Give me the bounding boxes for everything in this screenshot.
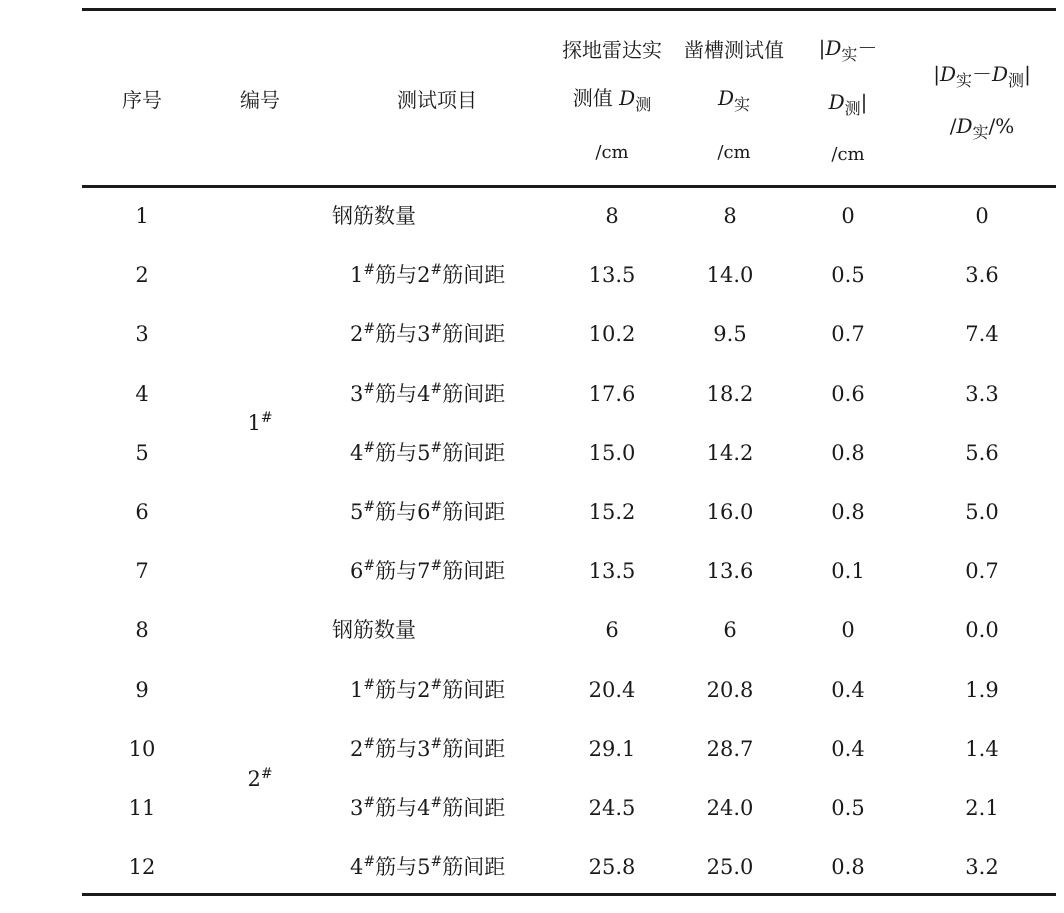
header-gpr-unit: /cm xyxy=(595,142,629,163)
header-pct-line1: $|D_实-D_测|$ xyxy=(933,62,1031,90)
cell-seq: 4 xyxy=(135,381,149,406)
cell-test-item: 6#筋与7#筋间距 xyxy=(350,558,506,584)
cell-pct: 0 xyxy=(975,204,989,228)
cell-gpr: 17.6 xyxy=(588,381,636,406)
cell-gpr: 13.5 xyxy=(588,263,636,288)
cell-seq: 11 xyxy=(128,796,156,820)
cell-pct: 3.2 xyxy=(965,855,999,880)
cell-seq: 10 xyxy=(128,736,156,761)
cell-seq: 2 xyxy=(135,263,149,288)
cell-seq: 8 xyxy=(135,618,149,643)
cell-diff: 0.8 xyxy=(831,440,865,465)
cell-test-item: 2#筋与3#筋间距 xyxy=(350,321,506,347)
cell-test-item: 2#筋与3#筋间距 xyxy=(350,735,506,761)
cell-test-item: 1#筋与2#筋间距 xyxy=(350,676,506,702)
cell-diff: 0.5 xyxy=(831,796,865,820)
cell-seq: 9 xyxy=(135,677,149,702)
cell-seq: 1 xyxy=(135,204,149,228)
cell-gpr: 13.5 xyxy=(588,559,636,584)
cell-slot: 16.0 xyxy=(706,500,754,524)
cell-diff: 0.5 xyxy=(831,263,865,288)
header-slot-unit: /cm xyxy=(717,142,751,163)
cell-test-item: 4#筋与5#筋间距 xyxy=(350,439,506,465)
cell-seq: 5 xyxy=(135,440,149,465)
cell-slot: 18.2 xyxy=(706,381,754,406)
cell-pct: 7.4 xyxy=(965,322,999,347)
header-test-item: 测试项目 xyxy=(397,88,477,112)
cell-gpr: 6 xyxy=(605,618,619,643)
cell-slot: 13.6 xyxy=(706,559,754,584)
cell-gpr: 24.5 xyxy=(588,796,636,820)
header-gpr-line2: 测值 $D_测$ xyxy=(572,86,652,114)
cell-gpr: 20.4 xyxy=(588,677,636,702)
cell-pct: 3.3 xyxy=(965,381,999,406)
cell-pct: 3.6 xyxy=(965,263,999,288)
cell-diff: 0.4 xyxy=(831,677,865,702)
cell-gpr: 10.2 xyxy=(588,322,636,347)
header-gpr-line1: 探地雷达实 xyxy=(562,38,662,62)
header-diff-line1: $|D_实-$ xyxy=(818,36,878,64)
cell-diff: 0.8 xyxy=(831,500,865,524)
table-bottom-rule xyxy=(82,893,1056,896)
cell-seq: 6 xyxy=(135,500,149,524)
cell-diff: 0.6 xyxy=(831,381,865,406)
cell-test-item: 5#筋与6#筋间距 xyxy=(350,499,506,524)
cell-slot: 24.0 xyxy=(706,796,754,820)
cell-pct: 5.0 xyxy=(965,500,999,524)
table-top-rule xyxy=(82,8,1056,11)
cell-gpr: 15.0 xyxy=(588,440,636,465)
cell-pct: 0.7 xyxy=(965,559,999,584)
table-header-rule xyxy=(82,185,1056,188)
cell-slot: 14.0 xyxy=(706,263,754,288)
cell-test-item: 4#筋与5#筋间距 xyxy=(350,854,506,880)
header-seq: 序号 xyxy=(122,88,162,112)
cell-test-item: 钢筋数量 xyxy=(332,204,416,228)
group-label-1: 1# xyxy=(247,410,273,435)
cell-slot: 6 xyxy=(723,618,737,643)
cell-diff: 0.7 xyxy=(831,322,865,347)
cell-slot: 9.5 xyxy=(713,322,747,347)
cell-gpr: 8 xyxy=(605,204,619,228)
cell-slot: 20.8 xyxy=(706,677,754,702)
cell-seq: 3 xyxy=(135,322,149,347)
cell-seq: 12 xyxy=(128,855,156,880)
cell-gpr: 25.8 xyxy=(588,855,636,880)
cell-test-item: 3#筋与4#筋间距 xyxy=(350,380,506,406)
header-code: 编号 xyxy=(240,88,280,112)
cell-pct: 1.9 xyxy=(965,677,999,702)
cell-seq: 7 xyxy=(135,559,149,584)
header-slot-line1: 凿槽测试值 xyxy=(684,38,784,62)
cell-diff: 0 xyxy=(841,204,855,228)
header-diff-unit: /cm xyxy=(831,144,865,165)
cell-diff: 0.4 xyxy=(831,736,865,761)
cell-diff: 0 xyxy=(841,618,855,643)
cell-slot: 8 xyxy=(723,204,737,228)
header-slot-line2: $D_实$ xyxy=(717,86,751,114)
cell-pct: 1.4 xyxy=(965,736,999,761)
group-label-2: 2# xyxy=(247,766,273,791)
header-pct-line2: $/D_实/\%$ xyxy=(949,114,1015,142)
cell-test-item: 3#筋与4#筋间距 xyxy=(350,795,506,820)
cell-slot: 28.7 xyxy=(706,736,754,761)
cell-diff: 0.8 xyxy=(831,855,865,880)
cell-gpr: 15.2 xyxy=(588,500,636,524)
cell-test-item: 1#筋与2#筋间距 xyxy=(350,262,506,288)
cell-diff: 0.1 xyxy=(831,559,865,584)
cell-test-item: 钢筋数量 xyxy=(332,618,416,643)
cell-pct: 5.6 xyxy=(965,440,999,465)
cell-slot: 14.2 xyxy=(706,440,754,465)
cell-slot: 25.0 xyxy=(706,855,754,880)
cell-pct: 2.1 xyxy=(965,796,999,820)
cell-pct: 0.0 xyxy=(965,618,999,643)
header-diff-line2: $D_测|$ xyxy=(828,90,868,118)
cell-gpr: 29.1 xyxy=(588,736,636,761)
